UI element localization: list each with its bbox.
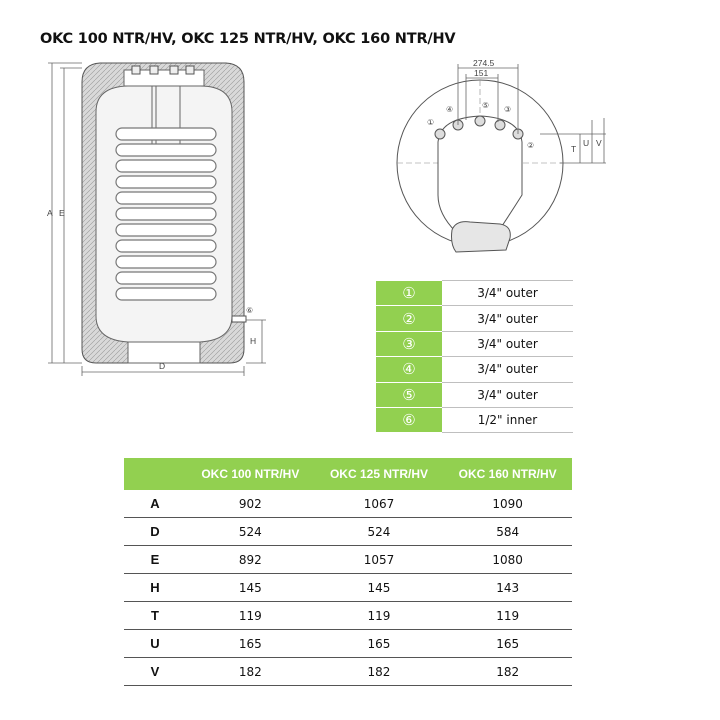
table-cell: 145 (186, 574, 315, 602)
column-header-okc160: OKC 160 NTR/HV (443, 458, 572, 490)
table-row (376, 306, 573, 331)
dim-label-D: D (159, 361, 166, 371)
table-cell: 584 (443, 518, 572, 546)
connections-table (376, 280, 573, 433)
table-cell: 1057 (315, 546, 444, 574)
connection-description: 3/4" outer (442, 382, 573, 407)
row-label: D (124, 518, 186, 546)
dim-label-H: H (250, 336, 257, 346)
table-cell: 143 (443, 574, 572, 602)
connection-2-callout: ② (527, 141, 535, 150)
table-cell: 524 (315, 518, 444, 546)
dimensions-table (124, 458, 572, 686)
row-label: H (124, 574, 186, 602)
column-header-okc100: OKC 100 NTR/HV (186, 458, 315, 490)
connection-description: 3/4" outer (442, 331, 573, 356)
table-cell: 165 (186, 630, 315, 658)
table-row (376, 281, 573, 306)
table-cell: 1080 (443, 546, 572, 574)
table-cell: 1067 (315, 490, 444, 518)
table-row (124, 546, 572, 574)
table-row (376, 407, 573, 432)
table-row (376, 382, 573, 407)
connection-description: 3/4" outer (442, 281, 573, 306)
connection-5-callout: ⑤ (482, 101, 490, 110)
table-row (124, 658, 572, 686)
connection-number: ④ (376, 357, 442, 382)
column-header-okc125: OKC 125 NTR/HV (315, 458, 444, 490)
table-row (124, 574, 572, 602)
row-label: T (124, 602, 186, 630)
table-cell: 119 (443, 602, 572, 630)
dim-label-274-5: 274.5 (473, 58, 495, 68)
top-handle (452, 222, 511, 252)
top-view-drawing (397, 80, 563, 252)
connection-6-callout: ⑥ (246, 306, 254, 315)
table-row (124, 518, 572, 546)
table-cell: 524 (186, 518, 315, 546)
connection-description: 1/2" inner (442, 407, 573, 432)
connection-number: ① (376, 281, 442, 306)
dim-label-E: E (59, 208, 65, 218)
connection-number: ③ (376, 331, 442, 356)
table-cell: 902 (186, 490, 315, 518)
table-cell: 182 (315, 658, 444, 686)
table-cell: 165 (315, 630, 444, 658)
table-cell: 892 (186, 546, 315, 574)
heating-coil (116, 128, 216, 300)
connection-description: 3/4" outer (442, 357, 573, 382)
table-header-corner (124, 458, 186, 490)
table-cell: 119 (315, 602, 444, 630)
table-row (124, 602, 572, 630)
table-row (124, 490, 572, 518)
row-label: E (124, 546, 186, 574)
table-row (376, 357, 573, 382)
connection-description: 3/4" outer (442, 306, 573, 331)
connection-number: ② (376, 306, 442, 331)
table-row (376, 331, 573, 356)
table-cell: 165 (443, 630, 572, 658)
page-title: OKC 100 NTR/HV, OKC 125 NTR/HV, OKC 160 NTR/HV (40, 31, 456, 47)
table-cell: 119 (186, 602, 315, 630)
connection-1-callout: ① (427, 118, 435, 127)
row-label: A (124, 490, 186, 518)
connection-number: ⑤ (376, 382, 442, 407)
table-cell: 145 (315, 574, 444, 602)
dim-label-V: V (596, 138, 602, 148)
row-label: V (124, 658, 186, 686)
connection-number: ⑥ (376, 407, 442, 432)
top-inner-cover (438, 116, 522, 232)
dim-label-151: 151 (474, 68, 489, 78)
table-row (124, 630, 572, 658)
dim-label-T: T (571, 144, 577, 154)
dim-label-U: U (583, 138, 590, 148)
connection-4-callout: ④ (446, 105, 454, 114)
table-cell: 182 (443, 658, 572, 686)
connection-3-callout: ③ (504, 105, 512, 114)
dim-label-A: A (47, 208, 53, 218)
table-cell: 1090 (443, 490, 572, 518)
row-label: U (124, 630, 186, 658)
table-cell: 182 (186, 658, 315, 686)
table-header-row (124, 458, 572, 490)
